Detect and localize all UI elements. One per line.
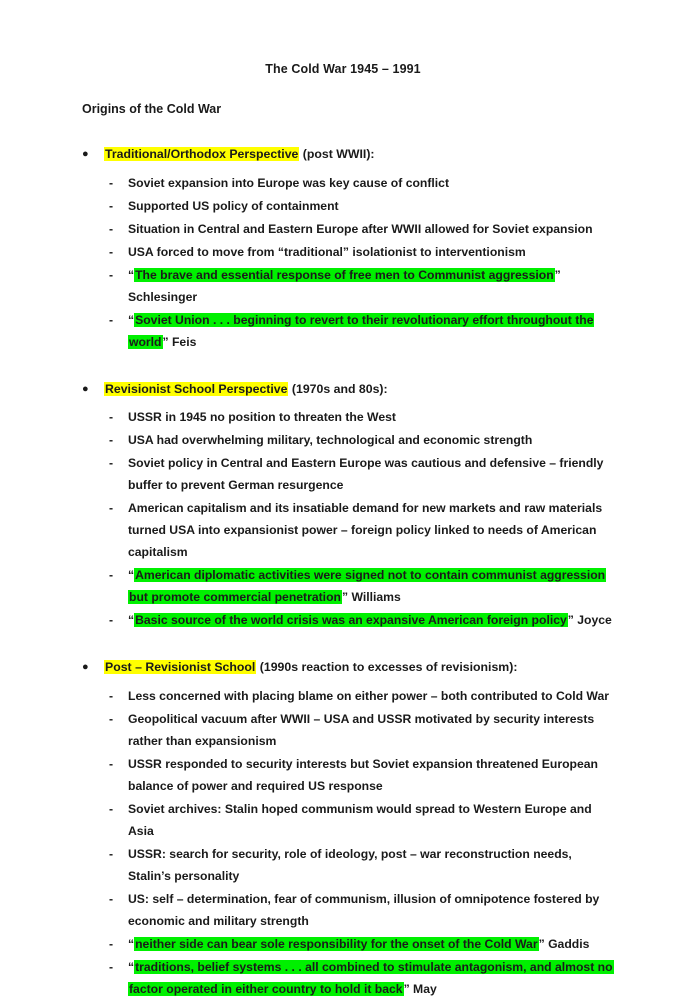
sub-point xyxy=(78,406,618,428)
quotation-point xyxy=(78,933,618,955)
bullet-marker-icon: ● xyxy=(82,382,89,395)
dash-marker-icon: - xyxy=(109,891,114,906)
sub-point-list xyxy=(78,685,618,1000)
perspective-heading xyxy=(78,144,618,166)
quotation-attribution: ” Feis xyxy=(162,334,197,349)
perspective-block xyxy=(78,379,618,632)
dash-marker-icon: - xyxy=(109,688,114,703)
dash-marker-icon: - xyxy=(109,959,114,974)
dash-marker-icon: - xyxy=(109,846,114,861)
quotation-point xyxy=(78,956,618,1000)
bullet-marker-icon: ● xyxy=(82,661,89,673)
sub-point-text: USA forced to move from “traditional” isolationist to interventionism xyxy=(128,244,526,259)
sub-point xyxy=(78,172,618,194)
dash-marker-icon: - xyxy=(109,501,114,515)
open-quote-mark: “ xyxy=(128,613,135,627)
quotation-attribution: ” Williams xyxy=(341,590,401,604)
quotation-attribution: ” Schlesinger xyxy=(128,267,561,304)
quotation-attribution: ” Joyce xyxy=(567,613,612,627)
open-quote-mark: “ xyxy=(128,267,135,282)
highlighted-quotation: traditions, belief systems . . . all combined to stimulate antagonism, and almost no factor operated in either country to hold it back xyxy=(129,959,613,996)
sub-point xyxy=(78,888,618,932)
section-heading: Origins of the Cold War xyxy=(82,102,222,116)
quotation-point xyxy=(78,564,618,608)
dash-marker-icon: - xyxy=(109,410,114,424)
quotation-attribution: ” Gaddis xyxy=(538,936,590,951)
content-blocks xyxy=(78,144,618,1000)
sub-point xyxy=(78,497,618,563)
sub-point-text: Geopolitical vacuum after WWII – USA and USSR motivated by security interests rather than expansionism xyxy=(128,711,595,748)
dash-marker-icon: - xyxy=(109,456,114,470)
dash-marker-icon: - xyxy=(109,433,114,447)
sub-point-text: Less concerned with placing blame on either power – both contributed to Cold War xyxy=(128,688,610,703)
sub-point-list xyxy=(78,406,618,631)
sub-point-text: USSR: search for security, role of ideology, post – war reconstruction needs, Stalin’s personality xyxy=(128,846,572,883)
sub-point xyxy=(78,218,618,240)
sub-point-text: US: self – determination, fear of communism, illusion of omnipotence fostered by economic and military strength xyxy=(128,891,600,928)
dash-marker-icon: - xyxy=(109,568,114,582)
sub-point-text: Soviet expansion into Europe was key cause of conflict xyxy=(128,175,450,190)
sub-point xyxy=(78,452,618,496)
dash-marker-icon: - xyxy=(109,244,114,259)
perspective-heading xyxy=(78,379,618,401)
dash-marker-icon: - xyxy=(109,936,114,951)
quotation-point xyxy=(78,264,618,308)
quotation-attribution: ” May xyxy=(403,981,437,996)
quotation-point xyxy=(78,609,618,631)
open-quote-mark: “ xyxy=(128,568,135,582)
bullet-marker-icon: ● xyxy=(82,148,89,160)
sub-point-text: Situation in Central and Eastern Europe after WWII allowed for Soviet expansion xyxy=(128,221,593,236)
sub-point-text: Supported US policy of containment xyxy=(128,198,339,213)
highlighted-term: Post – Revisionist School xyxy=(105,660,256,674)
dash-marker-icon: - xyxy=(109,175,114,190)
highlighted-quotation: Basic source of the world crisis was an expansive American foreign policy xyxy=(135,613,567,627)
sub-point-text: USSR responded to security interests but Soviet expansion threatened European balance of power and required US response xyxy=(128,756,598,793)
sub-point xyxy=(78,241,618,263)
heading-suffix: (post WWII): xyxy=(299,147,375,161)
perspective-heading xyxy=(78,657,618,679)
perspective-block xyxy=(78,144,618,353)
open-quote-mark: “ xyxy=(128,312,135,327)
sub-point xyxy=(78,708,618,752)
highlighted-term: Revisionist School Perspective xyxy=(105,381,288,396)
dash-marker-icon: - xyxy=(109,198,114,213)
sub-point-text: American capitalism and its insatiable demand for new markets and raw materials turned USA into expansionist power – foreign policy linked to needs of American capitalism xyxy=(128,501,603,559)
sub-point-text: USSR in 1945 no position to threaten the West xyxy=(128,410,396,424)
sub-point-list xyxy=(78,172,618,353)
dash-marker-icon: - xyxy=(109,312,114,327)
document-title: The Cold War 1945 – 1991 xyxy=(265,62,421,76)
dash-marker-icon: - xyxy=(109,221,114,236)
dash-marker-icon: - xyxy=(109,711,114,726)
sub-point xyxy=(78,195,618,217)
open-quote-mark: “ xyxy=(128,936,135,951)
sub-point xyxy=(78,753,618,797)
highlighted-quotation: The brave and essential response of free men to Communist aggression xyxy=(135,267,554,282)
heading-suffix: (1970s and 80s): xyxy=(288,381,388,396)
dash-marker-icon: - xyxy=(109,613,114,627)
heading-suffix: (1990s reaction to excesses of revisionism): xyxy=(256,660,518,674)
highlighted-quotation: American diplomatic activities were signed not to contain communist aggression but promote commercial penetration xyxy=(129,568,606,604)
dash-marker-icon: - xyxy=(109,267,114,282)
perspective-block xyxy=(78,657,618,1000)
quotation-point xyxy=(78,309,618,353)
sub-point xyxy=(78,429,618,451)
dash-marker-icon: - xyxy=(109,801,114,816)
highlighted-term: Traditional/Orthodox Perspective xyxy=(105,147,299,161)
open-quote-mark: “ xyxy=(128,959,135,974)
sub-point-text: Soviet archives: Stalin hoped communism would spread to Western Europe and Asia xyxy=(128,801,592,838)
sub-point-text: Soviet policy in Central and Eastern Europe was cautious and defensive – friendly buffer to prevent German resurgence xyxy=(128,456,604,492)
sub-point xyxy=(78,685,618,707)
highlighted-quotation: neither side can bear sole responsibility for the onset of the Cold War xyxy=(135,936,538,951)
dash-marker-icon: - xyxy=(109,756,114,771)
sub-point-text: USA had overwhelming military, technological and economic strength xyxy=(128,433,533,447)
sub-point xyxy=(78,843,618,887)
highlighted-quotation: Soviet Union . . . beginning to revert to their revolutionary effort throughout the world xyxy=(129,312,594,349)
sub-point xyxy=(78,798,618,842)
